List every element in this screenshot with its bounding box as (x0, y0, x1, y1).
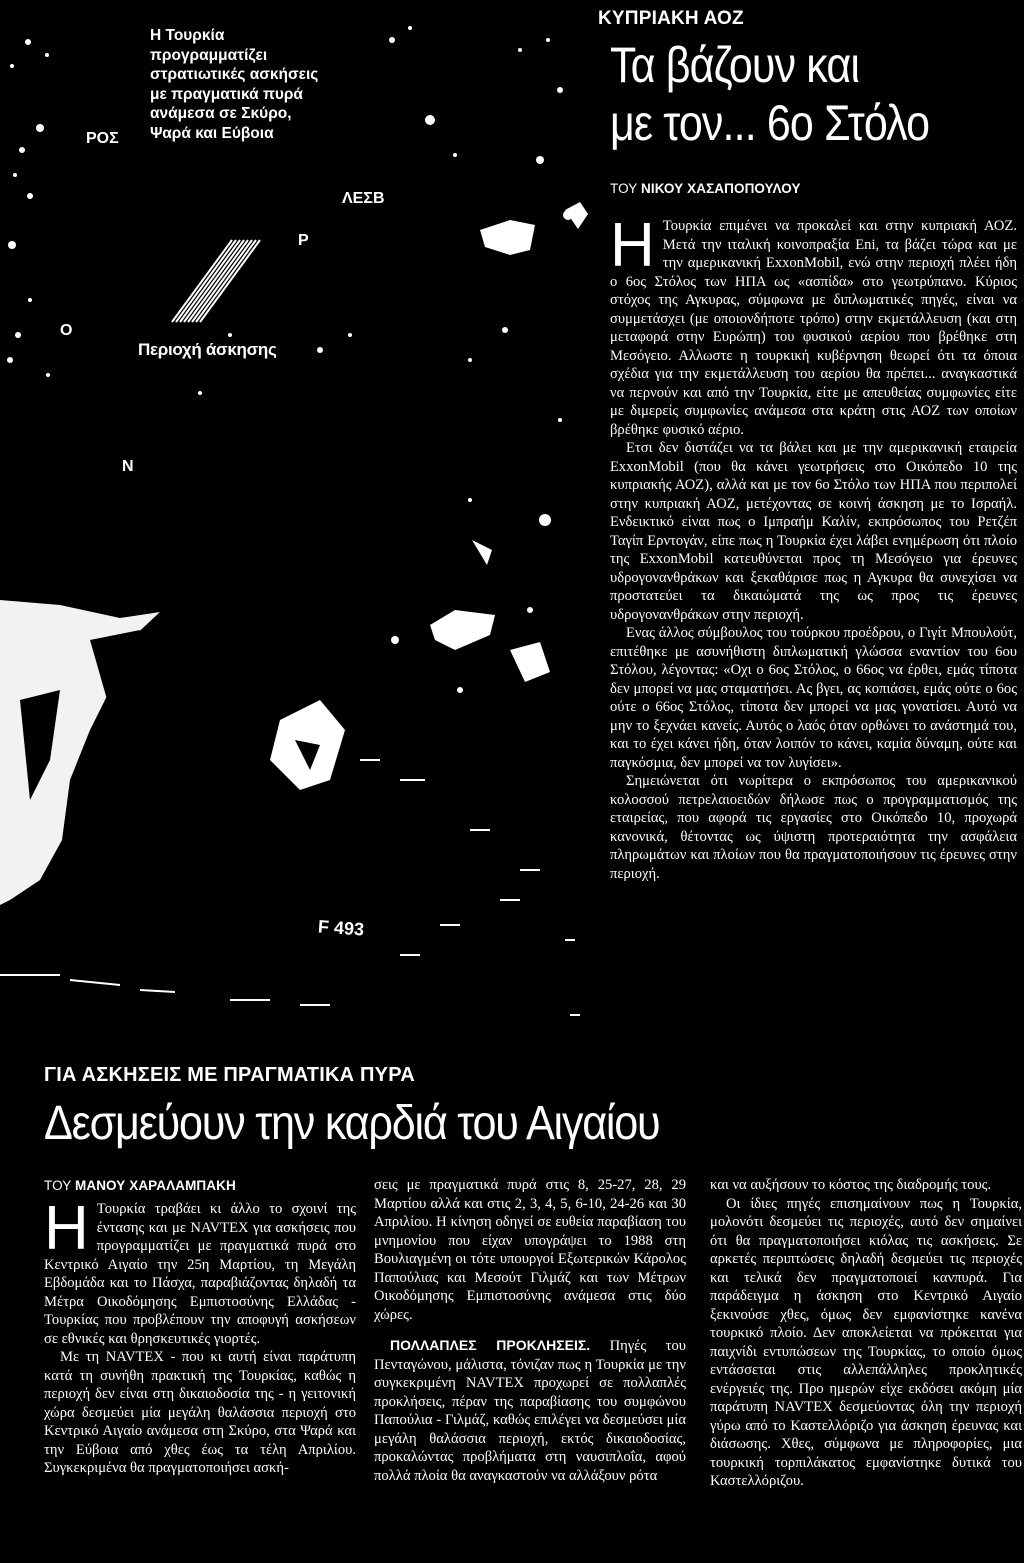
map-caption: Η Τουρκία προγραμματίζει στρατιωτικές ασκήσεις με πραγματικά πυρά ανάμεσα σε Σκύρο, Ψαρά και Εύβοια (150, 27, 319, 142)
dropcap: Η (44, 1194, 89, 1263)
subhead-paragraph-text: Πηγές του Πενταγώνου, μάλιστα, τόνιζαν πως η Τουρκία με την συγκεκριμένη NAVTEX προχωρεί σε πολλαπλές προκλήσεις, πέραν της παραβίασης του συμφώνου Παπούλια - Γιλμάζ, καθώς επιλέγει να δεσμεύσει μία μεγάλη θαλάσσια περιοχή, εκτός δικαιοδοσίας, προκαλώντας προβλήματα στη ναυσιπλοΐα, αφού πολλά πλοία θα αναγκαστούν να αλλάξουν ρότα (374, 1338, 686, 1484)
map-label-p: Ρ (298, 232, 309, 249)
byline-author: ΝΙΚΟΥ ΧΑΣΑΠΟΠΟΥΛΟΥ (641, 181, 801, 196)
article-headline: Δεσμεύουν την καρδιά του Αιγαίου (44, 1097, 660, 1150)
article-paragraph: και να αυξήσουν το κόστος της διαδρομής τους. (710, 1177, 992, 1193)
article-paragraph: σεις με πραγματικά πυρά στις 8, 25-27, 28, 29 Μαρτίου αλλά και στις 2, 3, 4, 5, 6-10, 24-26 και 30 Απριλίου. Η κίνηση οδηγεί σε ευθεία παραβίαση του μνημονίου που είχαν υπογράψει το 1988 στη Βουλιαγμένη οι τότε υπουργοί Εξωτερικών Κάρολος Παπούλιας και Μεσούτ Γιλμάζ και των Μέτρων Οικοδόμησης Εμπιστοσύνης ανάμεσα στις δύο χώρες. (374, 1177, 686, 1323)
dropcap: Η (610, 211, 655, 280)
article-body (610, 211, 1017, 883)
byline-prefix: ΤΟΥ (44, 1178, 72, 1193)
article-paragraph: Τουρκία επιμένει να προκαλεί και στην κυπριακή ΑΟΖ. Μετά την ιταλική κοινοπραξία Eni, τα βάζει τώρα και με την αμερικανική ExxonMobil, ενώ στην περιοχή πλέει ήδη ο 6ος Στόλος των ΗΠΑ ως «ασπίδα» στο γεωτρύπανο. Κύριος στόχος της Αγκυρας, σύμφωνα με διπλωματικές πηγές, είναι να συμμετάσχει (με οποιονδήποτε τρόπο) στην εκμετάλλευση (και στη μεταφορά στην Ευρώπη) του φυσικού αερίου που βρέθηκε στη Μεσόγειο. Αλλωστε η τουρκική κυβέρνηση θεωρεί ότι τα όποια σχέδια για την εκμετάλλευση του αερίου θα πρέπει... αναγκαστικά να περνούν και από την Τουρκία, είτε με απευθείας συμφωνίες είτε με διμερείς συμφωνίες ανάμεσα στα κράτη στις ΑΟΖ των οποίων βρέθηκε φυσικό αέριο. (610, 218, 1017, 438)
bottom-article (0, 1050, 1024, 1563)
article-column-3 (710, 1176, 1022, 1491)
article-headline (610, 36, 963, 152)
boundary-dashes (0, 760, 580, 1015)
headline-line-1: Τα βάζουν και (610, 37, 860, 93)
article-paragraph: Ενας άλλος σύμβουλος του τούρκου προέδρου, ο Γιγίτ Μπουλούτ, επιτέθηκε με ασυνήθιστη διπλωματική γλώσσα εναντίον του 6ου Στόλου, λέγοντας: «Οχι ο 6ος Στόλος, ο 66ος να έρθει, εμάς τίποτα δεν μπορεί να μας σταματήσει. Ας βγει, ας κοπιάσει, εμάς ούτε ο 6ος ούτε ο 66ος Στόλος, τίποτα δεν μπορεί να μας γονατίσει. Αυτό να μην το ξεχνάει κανείς. Αυτός ο λαός όταν ορθώνει το ανάστημά του, και το έχει κάνει ήδη, όταν λοιπόν το κάνει, καμία δύναμη, ούτε και παγκόσμια, δεν μπορεί να τον λυγίσει». (610, 625, 1017, 771)
exercise-area-label: Περιοχή άσκησης (138, 340, 277, 359)
subhead: ΠΟΛΛΑΠΛΕΣ ΠΡΟΚΛΗΣΕΙΣ. (390, 1337, 591, 1353)
article-paragraph: Οι ίδιες πηγές επισημαίνουν πως η Τουρκία, μολονότι δεσμεύει τις περιοχές, αυτό δεν σημαίνει ότι θα πραγματοποιήσει κιόλας τις ασκήσεις. Σε αρκετές περιπτώσεις δηλαδή δεσμεύει τις περιοχές και τελικά δεν πραγματοποιεί κανπυρά. Για παράδειγμα η άσκηση στο Κεντρικό Αιγαίο ξεκινούσε χθες, όμως δεν εμφανίστηκε κανένα τουρκικό πλοίο. Δεν αποκλείεται να πρόκειται για παιχνίδι εντυπώσεων της Τουρκίας, το οποίο όμως εντάσσεται στις αλλεπάλληλες προκλητικές ενέργειές της. Προ ημερών είχε εκδόσει ακόμη μία παράτυπη NAVTEX δεσμεύοντας όλη την περιοχή γύρω από το Καστελλόριζο για άσκηση έρευνας και διάσωσης. Χθες, σύμφωνα με πληροφορίες, μια τουρκική τορπιλάκατος εμφανίστηκε δυτικά του Καστελλόριζου. (710, 1195, 1022, 1489)
article-byline (44, 1178, 236, 1193)
article-paragraph-with-subhead (374, 1336, 686, 1485)
exercise-area-hatch (172, 240, 260, 322)
byline-prefix: ΤΟΥ (610, 181, 638, 196)
map-label-ros: ΡΟΣ (86, 130, 119, 147)
mainland-coast (0, 600, 345, 905)
headline-line-2: με τον... 6ο Στόλο (610, 95, 930, 151)
article-kicker: ΚΥΠΡΙΑΚΗ ΑΟΖ (598, 8, 744, 29)
article-paragraph: Σημειώνεται ότι νωρίτερα ο εκπρόσωπος του αμερικανικού κολοσσού πετρελαιοειδών δήλωσε πως ο προγραμματισμός της εταιρείας, που αφορά τις εργασίες στο Οικόπεδο 10, προχωρά κανονικά, θέτοντας ως ύψιστη προτεραιότητα την ασφάλεια πληρωμάτων και πλοίων που θα πραγματοποιήσουν τις έρευνες στην περιοχή. (610, 773, 1017, 882)
byline-author: ΜΑΝΟΥ ΧΑΡΑΛΑΜΠΑΚΗ (75, 1178, 236, 1193)
map-graphic (0, 0, 590, 1040)
article-column-1 (44, 1194, 356, 1478)
map-label-n: Ν (122, 458, 134, 475)
article-kicker: ΓΙΑ ΑΣΚΗΣΕΙΣ ΜΕ ΠΡΑΓΜΑΤΙΚΑ ΠΥΡΑ (44, 1064, 415, 1086)
map-label-ship-code: F 493 (317, 916, 365, 940)
article-paragraph: Τουρκία τραβάει κι άλλο το σχοινί της έντασης και με NAVTEX για ασκήσεις που προγραμματίζει με πραγματικά πυρά στο Κεντρικό Αιγαίο την 25η Μαρτίου, τη Μεγάλη Εβδομάδα και το Πάσχα, παραβιάζοντας δηλαδή τα Μέτρα Οικοδόμησης Εμπιστοσύνης Ελλάδας - Τουρκίας που προβλέπουν την αποφυγή ασκήσεων σε εθνικές και θρησκευτικές γιορτές. (44, 1201, 356, 1347)
article-column-2 (374, 1176, 686, 1485)
article-paragraph: Με τη NAVTEX - που κι αυτή είναι παράτυπη κατά τη συνήθη πρακτική της Τουρκίας, καθώς η περιοχή δεν είναι στη δικαιοδοσία της - η γειτονική χώρα δεσμεύει μία μεγάλη θαλάσσια περιοχή στο Κεντρικό Αιγαίο ανάμεσα στη Σκύρο, στα Ψαρά και την Εύβοια από χθες έως τα τέλη Απριλίου. Συγκεκριμένα θα πραγματοποιήσει ασκή- (44, 1349, 356, 1476)
islands (430, 202, 588, 682)
map-label-o: Ο (60, 322, 73, 339)
map-drawing (0, 0, 590, 1040)
map-label-lesv: ΛΕΣΒ (342, 190, 385, 207)
article-paragraph: Ετσι δεν διστάζει να τα βάλει και με την αμερικανική εταιρεία ExxonMobil (που θα κάνει γεωτρήσεις στο Οικόπεδο 10 της κυπριακής ΑΟΖ), αλλά και με τον 6ο Στόλο των ΗΠΑ που περιπολεί στην κυπριακή ΑΟΖ, μετέχοντας σε κοινή άσκηση με το Ισραήλ. Ενδεικτικό είναι πως ο Ιμπραήμ Καλίν, εκπρόσωπος του Ρετζέπ Ταγίπ Ερντογάν, είπε πως η Τουρκία έχει λάβει ενημέρωση ότι πλοίο της ExxonMobil κατευθύνεται προς τη Μεσόγειο για έρευνες υδρογονανθράκων και ξεκαθάρισε πως η Αγκυρα θα συνεχίσει να προστατεύει τα δικαιώματά της ως προς τις έρευνες υδρογονανθράκων στην περιοχή. (610, 440, 1017, 623)
article-byline (610, 181, 801, 196)
